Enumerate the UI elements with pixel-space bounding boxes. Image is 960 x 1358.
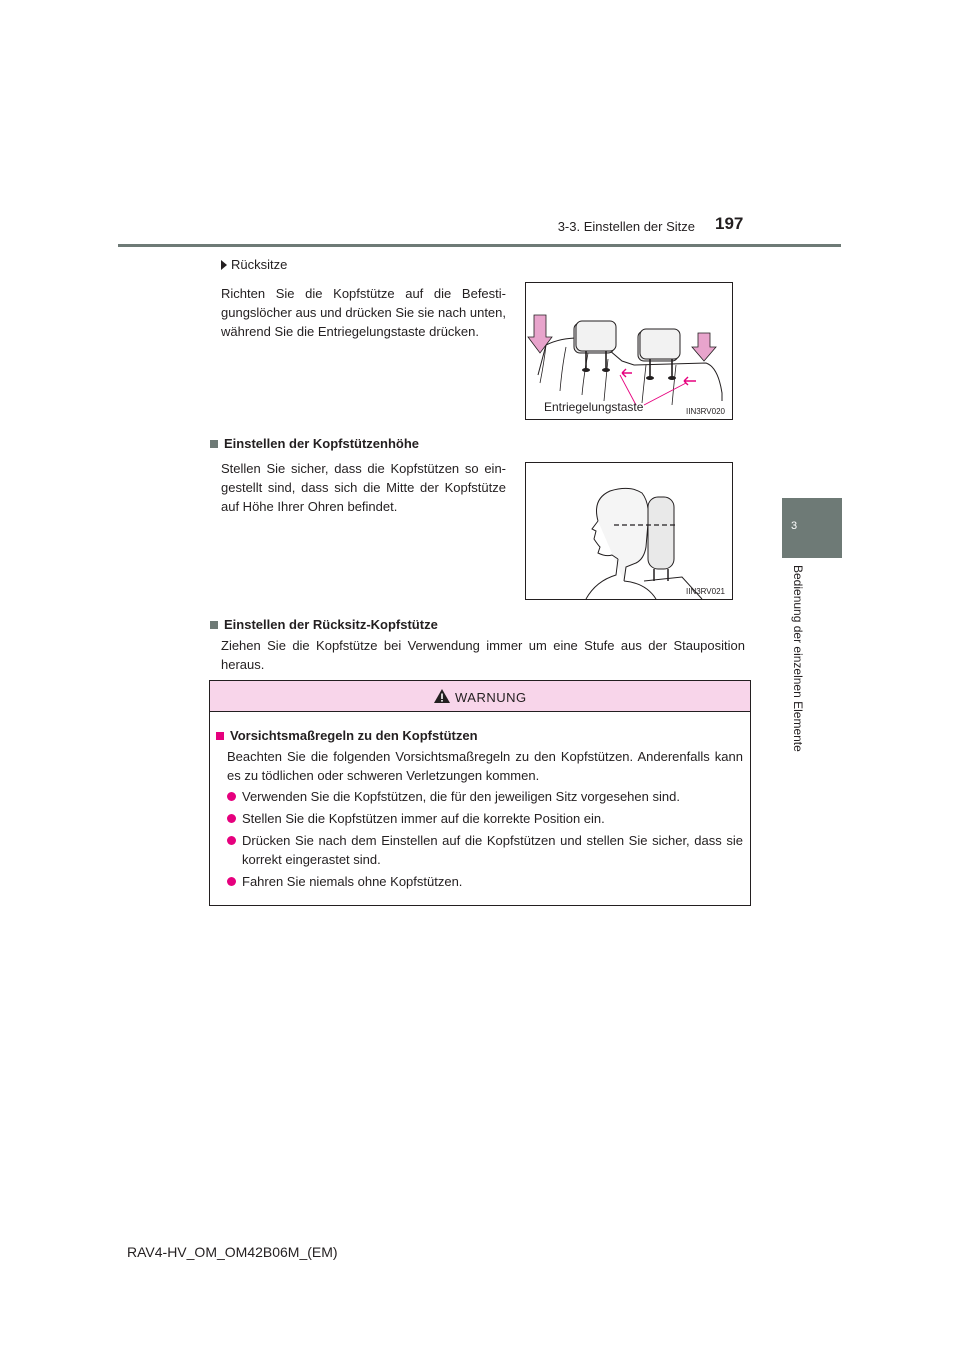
- page-number: 197: [715, 214, 744, 233]
- height-adjust-text: Stellen Sie sicher, dass die Kopfstützen so ein-gestellt sind, dass sich die Mitte der Kopfstütze auf Höhe Ihrer Ohren befindet.: [221, 461, 506, 514]
- chapter-number: 3: [791, 520, 798, 532]
- bullet-dot-icon: [227, 792, 236, 801]
- warning-item: Drücken Sie nach dem Einstellen auf die Kopfstützen und stellen Sie sicher, dass sie korrekt eingerastet sind.: [227, 831, 743, 869]
- warning-item: Fahren Sie niemals ohne Kopfstützen.: [227, 872, 743, 891]
- square-bullet-icon: [210, 440, 218, 448]
- rear-seats-heading: Rücksitze: [221, 255, 287, 274]
- warning-box: [209, 680, 751, 906]
- height-adjust-heading: Einstellen der Kopfstützenhöhe: [210, 434, 419, 453]
- bullet-dot-icon: [227, 814, 236, 823]
- rear-seats-text: Richten Sie die Kopfstütze auf die Befesti-gungslöcher aus und drücken Sie sie nach unten, während Sie die Entriegelungstaste drücken.: [221, 286, 506, 339]
- document-code: RAV4-HV_OM_OM42B06M_(EM): [127, 1244, 338, 1260]
- release-button-label: Entriegelungstaste: [544, 400, 644, 414]
- head-position-figure: [525, 462, 733, 600]
- warning-intro: Beachten Sie die folgenden Vorsichtsmaßregeln zu den Kopfstützen. Anderenfalls kann es zu tödlichen oder schweren Verletzungen kommen.: [227, 749, 743, 783]
- head-position-illustration: [526, 463, 732, 599]
- header-rule: [118, 244, 841, 247]
- square-bullet-icon: [210, 621, 218, 629]
- square-bullet-icon: [216, 732, 224, 740]
- warning-header: [210, 681, 750, 712]
- warning-item: Verwenden Sie die Kopfstützen, die für den jeweiligen Sitz vorgesehen sind.: [227, 787, 743, 806]
- warning-heading: Vorsichtsmaßregeln zu den Kopfstützen: [216, 726, 478, 745]
- figure-code: IIN3RV020: [686, 407, 725, 416]
- bullet-dot-icon: [227, 877, 236, 886]
- rear-headrest-text: Ziehen Sie die Kopfstütze bei Verwendung immer um eine Stufe aus der Stauposition heraus.: [221, 638, 745, 672]
- rear-headrest-illustration: [526, 283, 732, 419]
- bullet-dot-icon: [227, 836, 236, 845]
- chapter-label: Bedienung der einzelnen Elemente: [791, 565, 805, 752]
- figure-code: IIN3RV021: [686, 587, 725, 596]
- warning-item: Stellen Sie die Kopfstützen immer auf die korrekte Position ein.: [227, 809, 743, 828]
- warning-triangle-icon: [433, 688, 451, 704]
- rear-headrest-heading: Einstellen der Rücksitz-Kopfstütze: [210, 615, 438, 634]
- rear-headrest-figure: [525, 282, 733, 420]
- section-title: 3-3. Einstellen der Sitze: [557, 219, 695, 234]
- arrow-bullet-icon: [221, 260, 227, 270]
- warning-title: WARNUNG: [455, 690, 527, 705]
